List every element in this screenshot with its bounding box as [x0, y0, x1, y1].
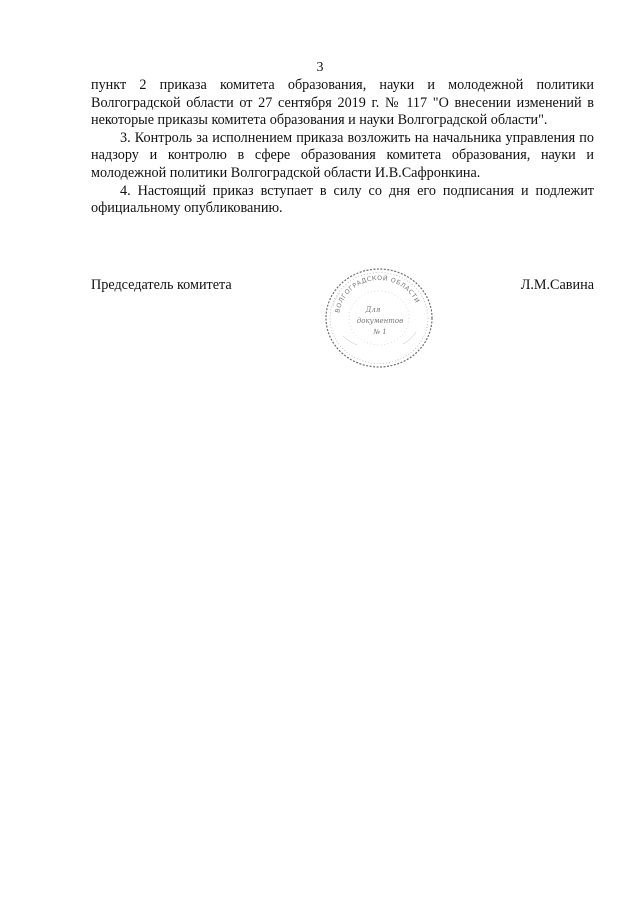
seal-ring-text: ВОЛГОГРАДСКОЙ ОБЛАСТИ: [334, 274, 421, 314]
paragraph-continuation: пункт 2 приказа комитета образования, науки и молодежной политики Волгоградской области от 27 сентября 2019 г. № 117 "О внесении изменений в некоторые приказы комитета образования и науки Волгоградской области".: [91, 77, 594, 129]
signatory-name: Л.М.Савина: [520, 277, 594, 293]
signatory-position: Председатель комитета: [91, 277, 232, 293]
document-body: [91, 77, 594, 218]
seal-center-line-3: № 1: [373, 328, 387, 336]
official-seal-stamp: [323, 266, 435, 370]
seal-center-line-2: документов: [356, 317, 404, 325]
paragraph-item-3: 3. Контроль за исполнением приказа возложить на начальника управления по надзору и контролю в сфере образования комитета образования, науки и молодежной политики Волгоградской области И.В.Сафронкина.: [91, 129, 594, 181]
page-number: 3: [316, 60, 324, 75]
seal-center-line-1: Для: [365, 306, 381, 314]
paragraph-item-4: 4. Настоящий приказ вступает в силу со дня его подписания и подлежит официальному опубликованию.: [91, 182, 594, 217]
